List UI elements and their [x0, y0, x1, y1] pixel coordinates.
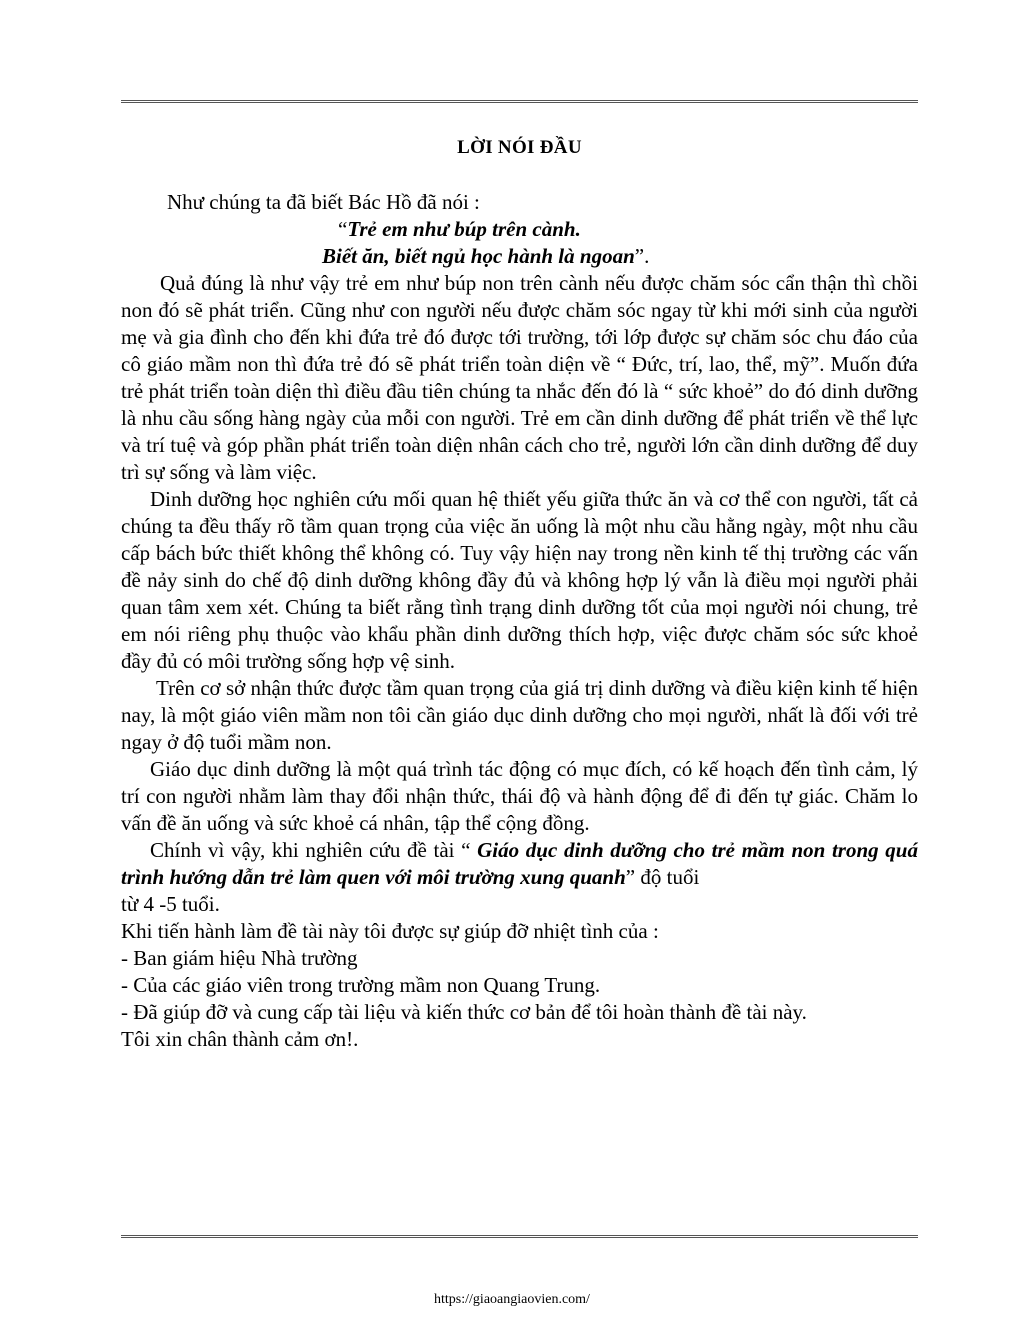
poem-line-1: [121, 216, 918, 243]
paragraph-5-line-2: từ 4 -5 tuổi.: [121, 892, 220, 916]
document-body: [121, 130, 918, 1053]
page-title: LỜI NÓI ĐẦU: [457, 137, 582, 158]
paragraph-2: Dinh dưỡng học nghiên cứu mối quan hệ thiết yếu giữa thức ăn và cơ thể con người, tất cả chúng ta đều thấy rõ tầm quan trọng của việc ăn uống là một nhu cầu hằng ngày, một nhu cầu cấp bách bức thiết không thể không có. Tuy vậy hiện nay trong nền kinh tế thị trường các vấn đề nảy sinh do chế độ dinh dưỡng không đầy đủ và không hợp lý vẫn là điều mọi người phải quan tâm xem xét. Chúng ta biết rằng tình trạng dinh dưỡng tốt của mọi người nói chung, trẻ em nói riêng phụ thuộc vào khẩu phần dinh dưỡng thích hợp, việc được chăm sóc sức khoẻ đầy đủ có môi trường sống hợp vệ sinh.: [121, 487, 918, 673]
paragraph-1: Quả đúng là như vậy trẻ em như búp non trên cành nếu được chăm sóc cẩn thận thì chồi non đó sẽ phát triển. Cũng như con người nếu được chăm sóc ngay từ khi mới sinh của người mẹ và gia đình cho đến khi đứa trẻ đó được tới trường, tới lớp được sự chăm sóc chu đáo của cô giáo mầm non thì đứa trẻ đó sẽ phát triển toàn diện về “ Đức, trí, lao, thể, mỹ”. Muốn đứa trẻ phát triển toàn diện thì điều đầu tiên chúng ta nhắc đến đó là “ sức khoẻ” do đó dinh dưỡng là nhu cầu sống hàng ngày của mỗi con người. Trẻ em cần dinh dưỡng để phát triển về thể lực và trí tuệ và góp phần phát triển toàn diện nhân cách cho trẻ, người lớn cần dinh dưỡng để duy trì sự sống và làm việc.: [121, 271, 918, 484]
poem-line-2-text: Biết ăn, biết ngủ học hành là ngoan: [322, 244, 635, 268]
poem-line-1-text: Trẻ em như búp trên cành.: [347, 217, 581, 241]
intro-line: Như chúng ta đã biết Bác Hồ đã nói :: [167, 190, 480, 214]
footer-divider: [121, 1235, 918, 1238]
paragraph-3: Trên cơ sở nhận thức được tầm quan trọng của giá trị dinh dưỡng và điều kiện kinh tế hiện nay, là một giáo viên mầm non tôi cần giáo dục dinh dưỡng cho mọi người, nhất là đối với trẻ ngay ở độ tuổi mầm non.: [121, 676, 918, 754]
poem-line-2: [121, 243, 918, 270]
footer-url: https://giaoangiaovien.com/: [434, 1292, 590, 1307]
poem-open-quote: “: [338, 217, 348, 241]
poem-close-quote: ”.: [634, 244, 650, 268]
paragraph-5-start: Chính vì vậy, khi nghiên cứu đề tài “: [150, 838, 478, 862]
thanks-item-3: - Đã giúp đỡ và cung cấp tài liệu và kiến thức cơ bản để tôi hoàn thành đề tài này.: [121, 1000, 807, 1024]
thanks-item-1: - Ban giám hiệu Nhà trường: [121, 946, 358, 970]
paragraph-5: [121, 837, 918, 891]
thanks-intro: Khi tiến hành làm đề tài này tôi được sự giúp đỡ nhiệt tình của :: [121, 919, 659, 943]
closing-line: Tôi xin chân thành cảm ơn!.: [121, 1027, 359, 1051]
topic-title: Giáo dục dinh dưỡng cho trẻ mầm non trong quá trình hướng dẫn trẻ làm quen với môi trường xung quanh: [121, 838, 918, 889]
paragraph-5-end: ” độ tuổi: [625, 865, 700, 889]
thanks-item-2: - Của các giáo viên trong trường mầm non Quang Trung.: [121, 973, 601, 997]
header-divider: [121, 100, 918, 103]
paragraph-4: Giáo dục dinh dưỡng là một quá trình tác động có mục đích, có kế hoạch đến tình cảm, lý trí con người nhằm làm thay đổi nhận thức, thái độ và hành động để đi đến tự giác. Chăm lo vấn đề ăn uống và sức khoẻ cá nhân, tập thể cộng đồng.: [121, 757, 918, 835]
